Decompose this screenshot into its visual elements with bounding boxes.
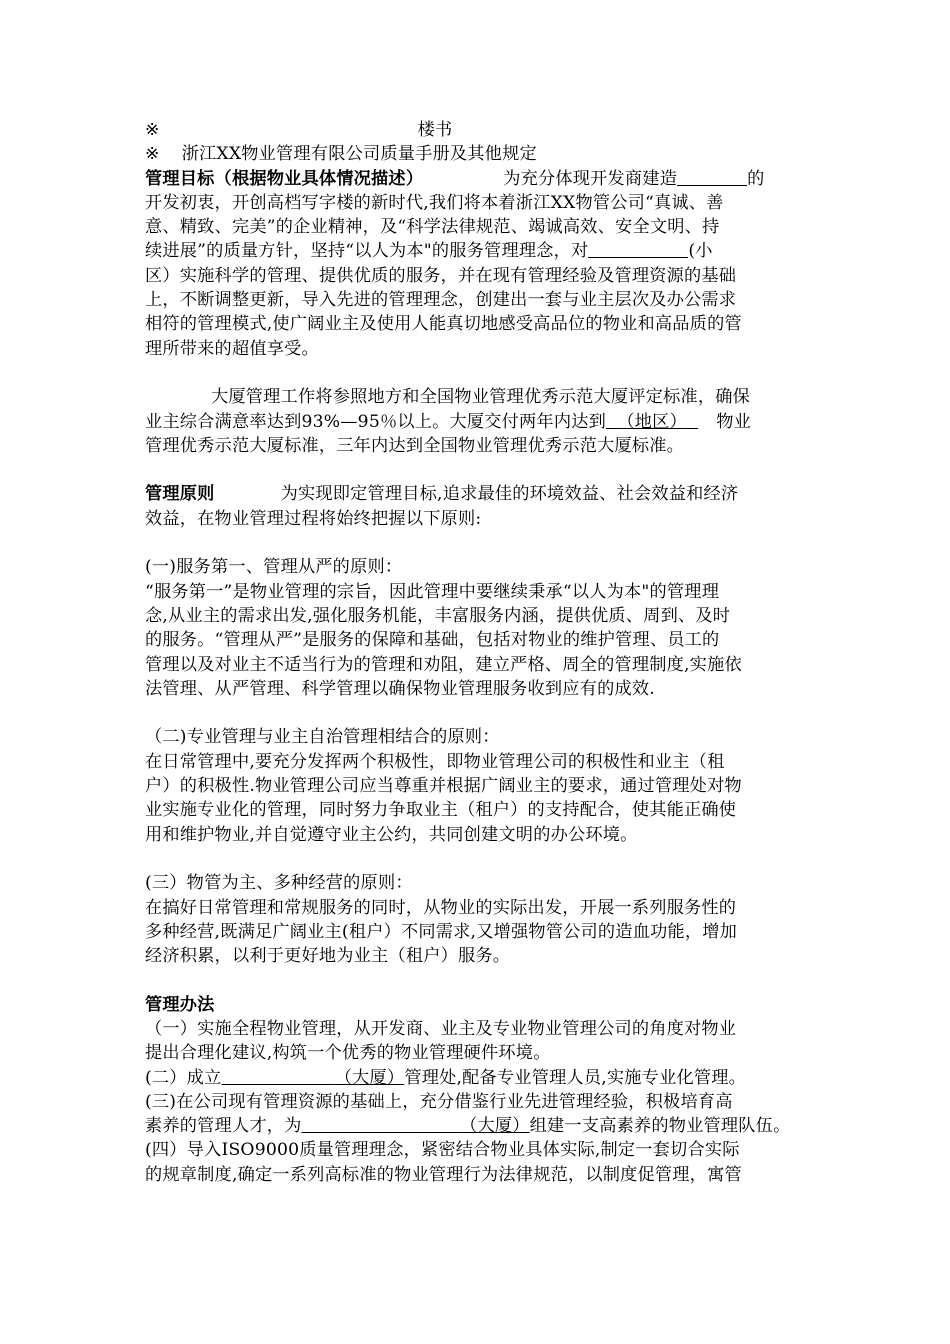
section-heading-goal: 管理目标（根据物业具体情况描述） [145,168,424,189]
underlined-blank: （大厦） [460,1116,530,1137]
doc-subtitle: 浙江XX物业管理有限公司质量手册及其他规定 [181,144,537,165]
paragraph-line: 理所带来的超值享受。 [145,338,319,359]
subsection-title: （二)专业管理与业主自治管理相结合的原则： [145,727,500,748]
paragraph-line: 念,从业主的需求出发,强化服务机能，丰富服务内涵，提供优质、周到、及时 [145,605,731,626]
paragraph-text: 的 [747,168,765,189]
paragraph-line: 的服务。“管理从严”是服务的保障和基础，包括对物业的维护管理、员工的 [145,630,720,651]
paragraph-line: 大厦管理工作将参照地方和全国物业管理优秀示范大厦评定标准，确保 [211,387,751,408]
paragraph-line: 续进展”的质量方针，坚持“以人为本"的服务管理理念，对 (小 [145,241,713,262]
paragraph-line: 多种经营,既满足广阔业主(租户）不同需求,又增强物管公司的造血功能，增加 [145,921,738,942]
underlined-blank: （地区） [617,411,687,432]
paragraph-line: 法管理、从严管理、科学管理以确保物业管理服务收到应有的成效. [145,678,655,699]
doc-title: 楼书 [417,120,453,140]
paragraph-line: 业实施专业化的管理，同时努力争取业主（租户）的支持配合，使其能正确使 [145,800,737,821]
paragraph-line: 效益，在物业管理过程将始终把握以下原则: [145,508,482,529]
paragraph-line: 用和维护物业,并自觉遵守业主公约，共同创建文明的办公环境。 [145,824,638,845]
paragraph-line: 相符的管理模式,使广阔业主及使用人能真切地感受高品位的物业和高品质的管 [145,314,742,335]
paragraph-line: (四）导入ISO9000质量管理理念，紧密结合物业具体实际,制定一套切合实际 [145,1140,740,1161]
underlined-blank: （大厦） [334,1067,405,1088]
paragraph-line: 开发初衷，开创高档写字楼的新时代,我们将本着浙江XX物管公司“真诚、善 [145,192,724,213]
paragraph-line: 管理以及对业主不适当行为的管理和劝阻，建立严格、周全的管理制度,实施依 [145,654,742,675]
reference-mark: ※ [145,144,160,165]
goal-heading-line [145,167,807,191]
section-heading-method: 管理办法 [145,994,215,1015]
header-subtitle-line [145,142,807,166]
fill-blank [588,239,688,258]
reference-mark: ※ [145,120,160,140]
paragraph-line: 管理优秀示范大厦标准，三年内达到全国物业管理优秀示范大厦标准。 [145,435,685,456]
principle-heading-line: 管理原则 为实现即定管理目标,追求最佳的环境效益、社会效益和经济 [145,484,739,505]
subsection-title: (一)服务第一、管理从严的原则： [145,557,403,578]
paragraph-line: 的规章制度,确定一系列高标准的物业管理行为法律规范，以制度促管理，寓管 [145,1164,742,1185]
paragraph-line: 经济积累，以利于更好地为业主（租户）服务。 [145,946,511,967]
fill-blank [677,167,747,186]
paragraph-line: 在日常管理中,要充分发挥两个积极性，即物业管理公司的积极性和业主（租 [145,751,725,772]
paragraph-line: 素养的管理人才，为 （大厦）组建一支高素养的物业管理队伍。 [145,1116,791,1137]
section-heading-principle: 管理原则 [145,484,215,505]
paragraph-line: (二）成立 （大厦）管理处,配备专业管理人员,实施专业化管理。 [145,1067,747,1088]
paragraph-line: 业主综合满意率达到93%—95％以上。大厦交付两年内达到 （地区） 物业 [145,411,751,432]
paragraph-line: (三)在公司现有管理资源的基础上，充分借鉴行业先进管理经验，积极培育高 [145,1091,733,1112]
header-title-line [145,118,807,142]
subsection-title: (三）物管为主、多种经营的原则： [145,873,413,894]
paragraph-line: （一）实施全程物业管理，从开发商、业主及专业物业管理公司的角度对物业 [145,1018,737,1039]
paragraph-line: 区）实施科学的管理、提供优质的服务，并在现有管理经验及管理资源的基础 [145,265,737,286]
paragraph-line: 上，不断调整更新，导入先进的管理理念，创建出一套与业主层次及办公需求 [145,290,737,311]
paragraph-line: 在搞好日常管理和常规服务的同时，从物业的实际出发，开展一系列服务性的 [145,897,737,918]
method-heading-line [145,993,807,1017]
paragraph-line: “服务第一”是物业管理的宗旨，因此管理中要继续秉承“以人为本"的管理理 [145,581,720,602]
paragraph-line: 提出合理化建议,构筑一个优秀的物业管理硬件环境。 [145,1043,551,1064]
document-page [145,118,807,1187]
paragraph-line: 意、精致、完美”的企业精神，及“科学法律规范、竭诚高效、安全文明、持 [145,217,720,238]
paragraph-line: 户）的积极性.物业管理公司应当尊重并根据广阔业主的要求，通过管理处对物 [145,776,742,797]
paragraph-text: 为充分体现开发商建造 [503,168,678,189]
